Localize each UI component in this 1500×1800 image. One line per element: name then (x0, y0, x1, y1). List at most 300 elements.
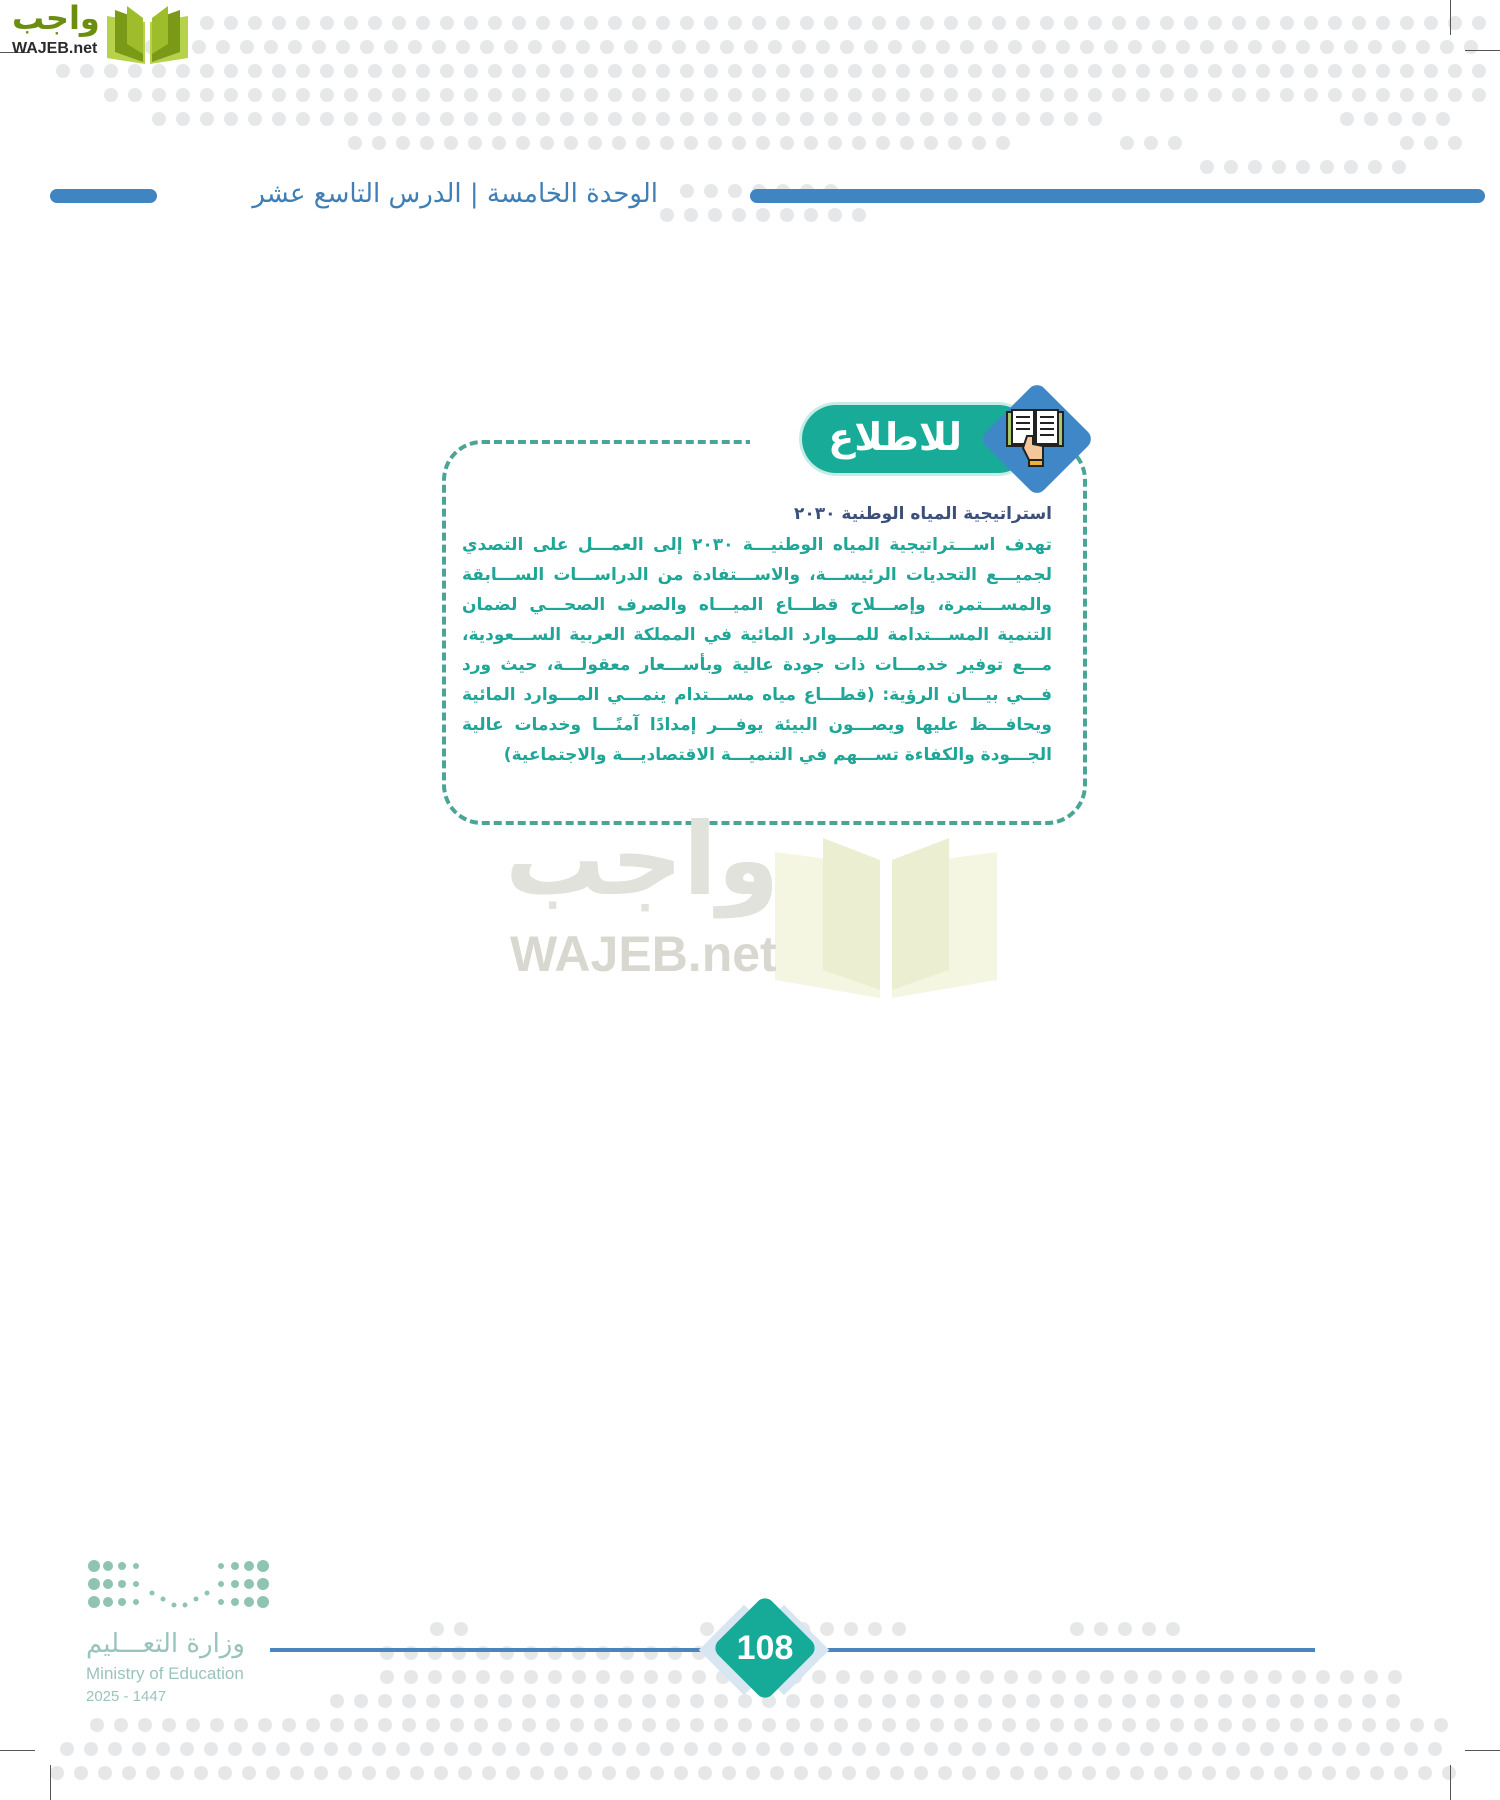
decor-dot (1002, 1718, 1016, 1732)
decor-dot (1028, 1670, 1042, 1684)
decor-dot (498, 1718, 512, 1732)
callout-text-line: ويحافـــظ عليها ويصـــون البيئة يوفـــر إمدادًا آمنًـــا وخدمات عالية (462, 715, 1052, 735)
decor-dot (430, 1622, 444, 1636)
decor-dot (474, 1694, 488, 1708)
decor-dot (756, 136, 770, 150)
decor-dot (1472, 88, 1486, 102)
callout-tab-label: للاطلاع (828, 415, 962, 459)
decor-dot (1020, 1742, 1034, 1756)
decor-dot (1464, 40, 1478, 54)
decor-dot (992, 112, 1006, 126)
decor-dot (1104, 40, 1118, 54)
decor-dot (920, 64, 934, 78)
decor-dot (672, 40, 686, 54)
crop-mark (1450, 1765, 1451, 1800)
decor-dot (1274, 1766, 1288, 1780)
decor-dot (1346, 1766, 1360, 1780)
decor-dot (810, 1718, 824, 1732)
decor-dot (272, 112, 286, 126)
crop-mark (1465, 50, 1500, 51)
decor-dot (944, 88, 958, 102)
decor-dot (1080, 40, 1094, 54)
decor-dot (594, 1718, 608, 1732)
header-bar-left (50, 189, 157, 203)
crop-mark (50, 1765, 51, 1800)
decor-dot (578, 1766, 592, 1780)
decor-dot (1386, 1718, 1400, 1732)
decor-dot (392, 64, 406, 78)
decor-dot (1338, 1718, 1352, 1732)
decor-dot (1166, 1622, 1180, 1636)
decor-dot (1074, 1694, 1088, 1708)
decor-dot (1068, 1742, 1082, 1756)
decor-dot (914, 1766, 928, 1780)
decor-dot (128, 64, 142, 78)
decor-dot (978, 1718, 992, 1732)
decor-dot (1170, 1694, 1184, 1708)
decor-dot (1130, 1766, 1144, 1780)
decor-dot (1394, 1766, 1408, 1780)
decor-dot (920, 16, 934, 30)
decor-dot (980, 1670, 994, 1684)
decor-dot (392, 112, 406, 126)
decor-dot (794, 1766, 808, 1780)
decor-dot (138, 1718, 152, 1732)
decor-dot (924, 136, 938, 150)
decor-dot (476, 1670, 490, 1684)
decor-dot (1128, 40, 1142, 54)
decor-dot (368, 88, 382, 102)
decor-dot (1256, 16, 1270, 30)
decor-dot (896, 88, 910, 102)
decor-dot (828, 208, 842, 222)
decor-dot (276, 1742, 290, 1756)
decor-dot (824, 64, 838, 78)
decor-dot (680, 112, 694, 126)
decor-dot (1008, 40, 1022, 54)
decor-dot (908, 1670, 922, 1684)
decor-dot (864, 40, 878, 54)
decor-dot (1248, 40, 1262, 54)
decor-dot (728, 64, 742, 78)
decor-dot (780, 208, 794, 222)
decor-dot (540, 1742, 554, 1756)
ministry-name-arabic: وزارة التعـــليم (86, 1629, 245, 1659)
decor-dot (892, 1622, 906, 1636)
decor-dot (728, 16, 742, 30)
decor-dot (560, 88, 574, 102)
decor-dot (176, 64, 190, 78)
decor-dot (450, 1694, 464, 1708)
decor-dot (780, 1742, 794, 1756)
decor-dot (1118, 1622, 1132, 1636)
decor-dot (306, 1718, 320, 1732)
decor-dot (1172, 1670, 1186, 1684)
decor-dot (560, 112, 574, 126)
decor-dot (330, 1718, 344, 1732)
decor-dot (992, 88, 1006, 102)
decor-dot (738, 1694, 752, 1708)
decor-dot (1292, 1670, 1306, 1684)
decor-dot (1224, 40, 1238, 54)
decor-dot (488, 16, 502, 30)
decor-dot (200, 112, 214, 126)
decor-dot (680, 16, 694, 30)
decor-dot (602, 1766, 616, 1780)
decor-dot (684, 208, 698, 222)
decor-dot (1248, 160, 1262, 174)
decor-dot (1218, 1718, 1232, 1732)
decor-dot (896, 16, 910, 30)
decor-dot (552, 40, 566, 54)
decor-dot (1112, 88, 1126, 102)
decor-dot (1314, 1718, 1328, 1732)
decor-dot (708, 1742, 722, 1756)
decor-dot (402, 1718, 416, 1732)
decor-dot (50, 1766, 64, 1780)
decor-dot (882, 1694, 896, 1708)
decor-dot (324, 1742, 338, 1756)
decor-dot (1220, 1670, 1234, 1684)
decor-dot (968, 88, 982, 102)
decor-dot (1386, 1694, 1400, 1708)
decor-dot (1122, 1718, 1136, 1732)
decor-dot (1160, 16, 1174, 30)
callout-text-line: لجميـــع التحديات الرئيســـة، والاســـتفادة من الدراســـات الســـابقة (462, 565, 1052, 585)
decor-dot (452, 1670, 466, 1684)
callout-text-line: تهدف اســـتراتيجية المياه الوطنيـــة ٢٠٣٠ إلى العمـــل على التصدي (462, 535, 1052, 555)
decor-dot (1436, 112, 1450, 126)
decor-dot (480, 40, 494, 54)
decor-dot (1362, 1694, 1376, 1708)
decor-dot (992, 16, 1006, 30)
decor-dot (290, 1766, 304, 1780)
decor-dot (1194, 1718, 1208, 1732)
decor-dot (642, 1694, 656, 1708)
decor-dot (1328, 16, 1342, 30)
decor-dot (834, 1718, 848, 1732)
decor-dot (584, 64, 598, 78)
decor-dot (522, 1694, 536, 1708)
decor-dot (1376, 16, 1390, 30)
decor-dot (1304, 64, 1318, 78)
decor-dot (1040, 64, 1054, 78)
decor-dot (656, 64, 670, 78)
decor-dot (588, 136, 602, 150)
decor-dot (1370, 1766, 1384, 1780)
decor-dot (1116, 1742, 1130, 1756)
decor-dot (1340, 112, 1354, 126)
decor-dot (1044, 1742, 1058, 1756)
decor-dot (848, 88, 862, 102)
decor-dot (840, 40, 854, 54)
decor-dot (194, 1766, 208, 1780)
decor-dot (536, 112, 550, 126)
decor-dot (960, 40, 974, 54)
decor-dot (906, 1694, 920, 1708)
decor-dot (1170, 1718, 1184, 1732)
decor-dot (344, 112, 358, 126)
decor-dot (204, 1742, 218, 1756)
callout-text-line: فـــي بيـــان الرؤية: (قطـــاع مياه مســـتدام ينمـــي المـــوارد المائية (462, 685, 1052, 705)
decor-dot (560, 16, 574, 30)
decor-dot (932, 1670, 946, 1684)
decor-dot (1218, 1694, 1232, 1708)
decor-dot (464, 88, 478, 102)
decor-dot (1076, 1670, 1090, 1684)
decor-dot (684, 1742, 698, 1756)
decor-dot (1100, 1670, 1114, 1684)
decor-dot (392, 88, 406, 102)
decor-dot (704, 64, 718, 78)
decor-dot (704, 16, 718, 30)
decor-dot (1106, 1766, 1120, 1780)
decor-dot (632, 88, 646, 102)
decor-dot (1304, 16, 1318, 30)
decor-dot (1032, 40, 1046, 54)
decor-dot (1412, 112, 1426, 126)
decor-dot (1094, 1622, 1108, 1636)
decor-dot (752, 64, 766, 78)
decor-dot (930, 1718, 944, 1732)
decor-dot (1168, 136, 1182, 150)
decor-dot (1410, 1718, 1424, 1732)
decor-dot (1112, 16, 1126, 30)
book-logo-icon (105, 4, 190, 66)
decor-dot (372, 1742, 386, 1756)
decor-dot (776, 88, 790, 102)
decor-dot (804, 1742, 818, 1756)
decor-dot (1124, 1670, 1138, 1684)
decor-dot (744, 40, 758, 54)
decor-dot (468, 136, 482, 150)
crop-mark (1450, 0, 1451, 35)
decor-dot (546, 1694, 560, 1708)
decor-dot (770, 1766, 784, 1780)
decor-dot (584, 16, 598, 30)
decor-dot (1298, 1766, 1312, 1780)
decor-dot (1232, 64, 1246, 78)
decor-dot (512, 64, 526, 78)
decor-dot (968, 112, 982, 126)
decor-dot (1344, 160, 1358, 174)
decor-dot (776, 112, 790, 126)
decor-dot (464, 112, 478, 126)
decor-dot (1400, 16, 1414, 30)
decor-dot (1176, 40, 1190, 54)
decor-dot (258, 1718, 272, 1732)
decor-dot (596, 1670, 610, 1684)
decor-dot (1260, 1742, 1274, 1756)
decor-dot (792, 40, 806, 54)
decor-dot (360, 40, 374, 54)
decor-dot (104, 64, 118, 78)
decor-dot (1362, 1718, 1376, 1732)
decor-dot (132, 1742, 146, 1756)
decor-dot (1112, 64, 1126, 78)
decor-dot (884, 1670, 898, 1684)
decor-dot (612, 1742, 626, 1756)
decor-dot (1340, 1670, 1354, 1684)
decor-dot (708, 208, 722, 222)
decor-dot (626, 1766, 640, 1780)
decor-dot (152, 88, 166, 102)
decor-dot (200, 16, 214, 30)
decor-dot (1040, 88, 1054, 102)
decor-dot (674, 1766, 688, 1780)
decor-dot (656, 16, 670, 30)
decor-dot (872, 16, 886, 30)
decor-dot (300, 1742, 314, 1756)
decor-dot (546, 1718, 560, 1732)
decor-dot (996, 136, 1010, 150)
decor-dot (1064, 88, 1078, 102)
decor-dot (1338, 1694, 1352, 1708)
decor-dot (468, 1742, 482, 1756)
decor-dot (690, 1718, 704, 1732)
decor-dot (954, 1718, 968, 1732)
decor-dot (1120, 136, 1134, 150)
decor-dot (1196, 1670, 1210, 1684)
decor-dot (1352, 88, 1366, 102)
decor-dot (1144, 136, 1158, 150)
decor-dot (666, 1694, 680, 1708)
decor-dot (498, 1694, 512, 1708)
decor-dot (692, 1670, 706, 1684)
decor-dot (1388, 112, 1402, 126)
decor-dot (176, 112, 190, 126)
decor-dot (1136, 16, 1150, 30)
decor-dot (572, 1670, 586, 1684)
decor-dot (732, 208, 746, 222)
decor-dot (156, 1742, 170, 1756)
decor-dot (836, 1670, 850, 1684)
decor-dot (704, 88, 718, 102)
decor-dot (680, 184, 694, 198)
decor-dot (828, 1742, 842, 1756)
decor-dot (1472, 16, 1486, 30)
decor-dot (584, 112, 598, 126)
decor-dot (1376, 88, 1390, 102)
decor-dot (410, 1766, 424, 1780)
decor-dot (944, 112, 958, 126)
decor-dot (1448, 136, 1462, 150)
decor-dot (632, 64, 646, 78)
decor-dot (362, 1766, 376, 1780)
decor-dot (320, 64, 334, 78)
decor-dot (1026, 1694, 1040, 1708)
decor-dot (954, 1694, 968, 1708)
decor-dot (512, 88, 526, 102)
decor-dot (242, 1766, 256, 1780)
decor-dot (420, 136, 434, 150)
decor-dot (1016, 16, 1030, 30)
decor-dot (576, 40, 590, 54)
decor-dot (930, 1694, 944, 1708)
decor-dot (896, 112, 910, 126)
decor-dot (1016, 88, 1030, 102)
decor-dot (696, 40, 710, 54)
decor-dot (536, 64, 550, 78)
decor-dot (824, 112, 838, 126)
logo-arabic: واجب (12, 0, 100, 37)
decor-dot (660, 1742, 674, 1756)
decor-dot (1010, 1766, 1024, 1780)
decor-dot (1364, 1670, 1378, 1684)
decor-dot (464, 64, 478, 78)
decor-dot (1296, 40, 1310, 54)
decor-dot (1152, 40, 1166, 54)
decor-dot (56, 64, 70, 78)
decor-dot (1272, 40, 1286, 54)
decor-dot (1308, 1742, 1322, 1756)
decor-dot (368, 16, 382, 30)
decor-dot (1208, 88, 1222, 102)
decor-dot (1280, 88, 1294, 102)
decor-dot (852, 208, 866, 222)
decor-dot (660, 136, 674, 150)
decor-dot (1266, 1694, 1280, 1708)
decor-dot (608, 16, 622, 30)
decor-dot (1332, 1742, 1346, 1756)
decor-dot (248, 112, 262, 126)
decor-dot (1290, 1718, 1304, 1732)
decor-dot (348, 136, 362, 150)
decor-dot (454, 1622, 468, 1636)
decor-dot (824, 16, 838, 30)
decor-dot (266, 1766, 280, 1780)
decor-dot (732, 1742, 746, 1756)
decor-dot (632, 112, 646, 126)
decor-dot (440, 88, 454, 102)
decor-dot (560, 64, 574, 78)
decor-dot (938, 1766, 952, 1780)
decor-dot (1202, 1766, 1216, 1780)
decor-dot (956, 1670, 970, 1684)
decor-dot (368, 112, 382, 126)
decor-dot (872, 112, 886, 126)
decor-dot (872, 88, 886, 102)
decor-dot (1416, 40, 1430, 54)
decor-dot (354, 1718, 368, 1732)
decor-dot (644, 1670, 658, 1684)
decor-dot (656, 88, 670, 102)
decor-dot (440, 16, 454, 30)
decor-dot (536, 88, 550, 102)
decor-dot (618, 1718, 632, 1732)
decor-dot (1322, 1766, 1336, 1780)
decor-dot (288, 40, 302, 54)
decor-dot (440, 64, 454, 78)
decor-dot (464, 16, 478, 30)
decor-dot (1040, 16, 1054, 30)
decor-dot (218, 1766, 232, 1780)
decor-dot (1272, 160, 1286, 174)
decor-dot (714, 1718, 728, 1732)
decor-dot (1400, 64, 1414, 78)
watermark-arabic: واجب (505, 801, 780, 918)
decor-dot (728, 184, 742, 198)
decor-dot (1424, 88, 1438, 102)
decor-dot (282, 1718, 296, 1732)
decor-dot (858, 1694, 872, 1708)
decor-dot (668, 1670, 682, 1684)
decor-dot (1236, 1742, 1250, 1756)
decor-dot (728, 88, 742, 102)
decor-dot (506, 1766, 520, 1780)
decor-dot (1232, 88, 1246, 102)
decor-dot (548, 1670, 562, 1684)
